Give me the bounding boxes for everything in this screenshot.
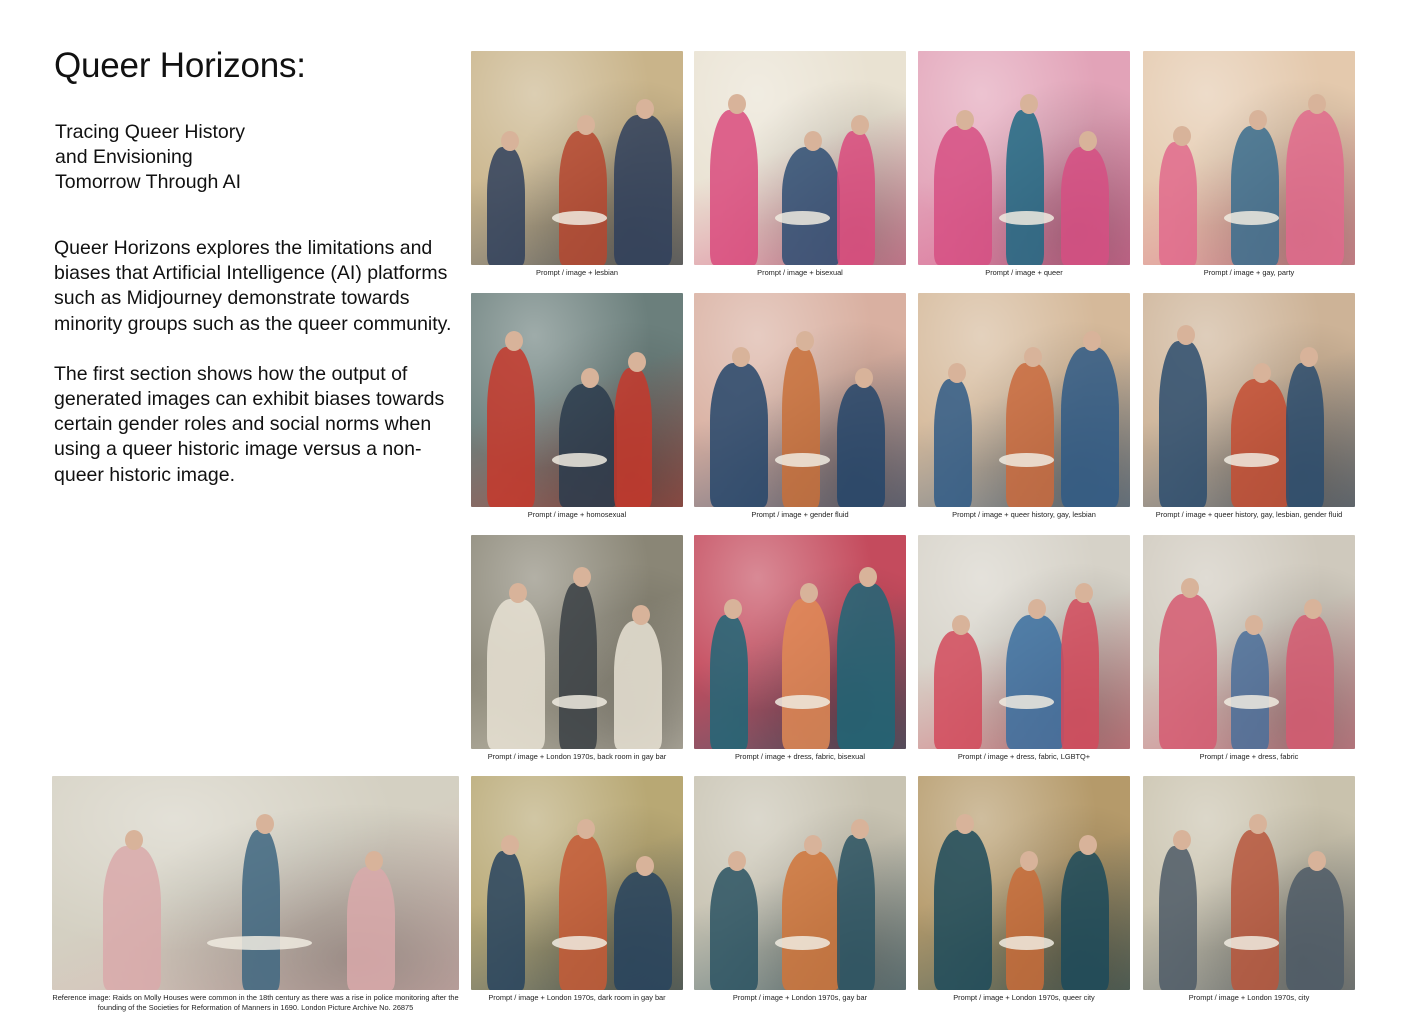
image-caption: Prompt / image + London 1970s, queer city [953,993,1095,1002]
image-caption: Prompt / image + gender fluid [751,510,849,519]
generated-image-tile [471,293,683,519]
image-caption: Prompt / image + queer history, gay, lesbian, gender fluid [1155,510,1343,519]
intro-paragraph: Queer Horizons explores the limitations and biases that Artificial Intelligence (AI) platforms such as Midjourney demonstrate towards minority groups such as the queer community. [54,237,452,335]
generated-image [1143,293,1355,507]
generated-image-tile [1143,776,1355,1002]
reference-illustration [52,776,459,990]
generated-image-tile [1143,51,1355,277]
generated-image [471,776,683,990]
generated-image-tile [1143,535,1355,761]
generated-image [694,51,906,265]
intro-paragraph: The first section shows how the output of generated images can exhibit biases towards certain gender roles and social norms when using a queer historic image versus a non-queer historic image. [54,362,445,486]
page-title: Queer Horizons: [54,46,306,85]
image-caption: Prompt / image + lesbian [536,268,618,277]
image-caption: Prompt / image + dress, fabric, bisexual [734,752,865,761]
image-caption: Prompt / image + London 1970s, dark room in gay bar [488,993,666,1002]
image-caption: Prompt / image + London 1970s, back room in gay bar [487,752,667,761]
reference-caption: Reference image: Raids on Molly Houses were common in the 18th century as there was a rise in police monitoring after the founding of the Societies for Reformation of Manners in 1690. London Picture Archive No. 26875 [52,993,459,1012]
generated-image [918,293,1130,507]
generated-image [694,535,906,749]
generated-image-tile [918,293,1130,519]
generated-image [694,776,906,990]
page-subtitle: Tracing Queer History and Envisioning Tomorrow Through AI [55,121,246,193]
generated-image-tile [918,535,1130,761]
generated-image [1143,51,1355,265]
generated-image-tile [918,776,1130,1002]
image-caption: Prompt / image + queer history, gay, lesbian [952,510,1096,519]
generated-image [1143,776,1355,990]
generated-image [1143,535,1355,749]
intro-text [54,236,459,513]
generated-image-tile [471,51,683,277]
generated-image [918,776,1130,990]
generated-image-tile [471,535,683,761]
generated-image-tile [1143,293,1355,519]
generated-image [918,535,1130,749]
image-caption: Prompt / image + dress, fabric [1199,752,1299,761]
generated-image-tile [694,51,906,277]
generated-image-tile [694,776,906,1002]
image-caption: Prompt / image + gay, party [1203,268,1295,277]
generated-image [471,293,683,507]
generated-image [471,51,683,265]
image-caption: Prompt / image + London 1970s, gay bar [732,993,868,1002]
generated-image [918,51,1130,265]
image-caption: Prompt / image + homosexual [527,510,627,519]
generated-image-tile [694,535,906,761]
image-caption: Prompt / image + queer [985,268,1063,277]
generated-image [694,293,906,507]
generated-image-tile [471,776,683,1002]
image-caption: Prompt / image + dress, fabric, LGBTQ+ [957,752,1091,761]
generated-image [471,535,683,749]
generated-image-tile [918,51,1130,277]
generated-image-tile [694,293,906,519]
image-caption: Prompt / image + London 1970s, city [1188,993,1310,1002]
reference-tile [52,776,459,1013]
image-caption: Prompt / image + bisexual [757,268,843,277]
